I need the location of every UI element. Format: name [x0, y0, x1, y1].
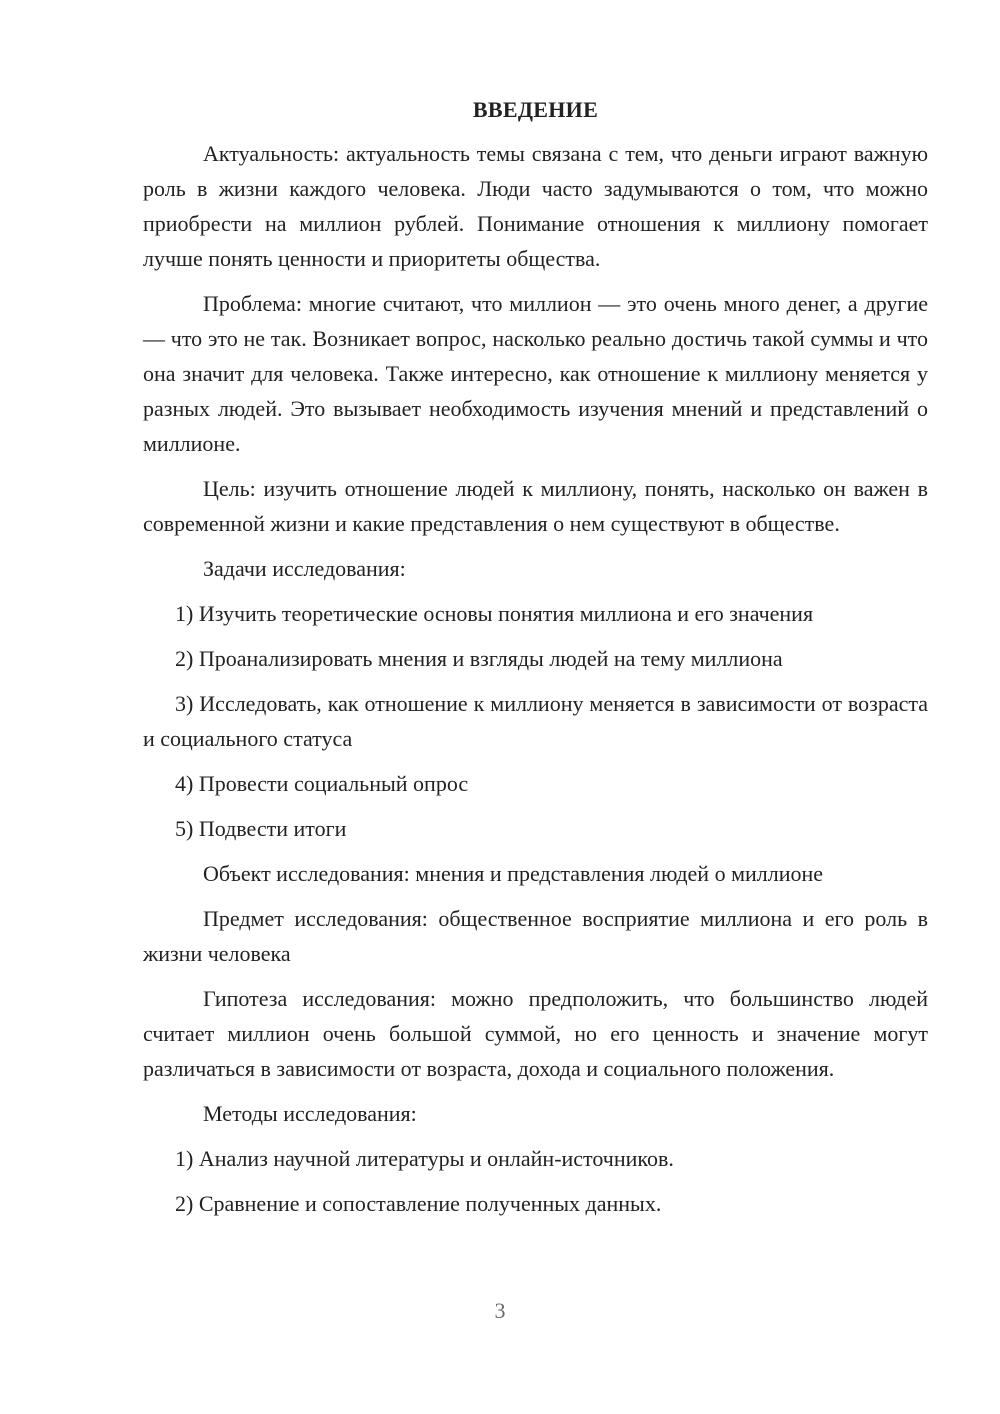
relevance-paragraph: Актуальность: актуальность темы связана с тем, что деньги играют важную роль в жизни каждого человека. Люди часто задумываются о том, что можно приобрести на миллион рублей. Понимание отношения к миллиону помогает лучше понять ценности и приоритеты общества. — [143, 141, 928, 271]
goal-paragraph: Цель: изучить отношение людей к миллиону, понять, насколько он важен в современной жизни и какие представления о нем существуют в обществе. — [143, 476, 928, 536]
methods-heading: Методы исследования: — [203, 1101, 417, 1126]
subject-paragraph: Предмет исследования: общественное восприятие миллиона и его роль в жизни человека — [143, 906, 928, 966]
object-paragraph: Объект исследования: мнения и представления людей о миллионе — [203, 861, 824, 886]
tasks-heading: Задачи исследования: — [203, 556, 406, 581]
hypothesis-paragraph: Гипотеза исследования: можно предположить, что большинство людей считает миллион очень большой суммой, но его ценность и значение могут различаться в зависимости от возраста, дохода и социального положения. — [143, 986, 928, 1081]
task-item: 3) Исследовать, как отношение к миллиону меняется в зависимости от возраста и социального статуса — [143, 691, 928, 751]
task-item: 1) Изучить теоретические основы понятия миллиона и его значения — [175, 601, 814, 626]
section-title: ВВЕДЕНИЕ — [472, 97, 599, 122]
page-number: 3 — [494, 1298, 506, 1323]
method-item: 2) Сравнение и сопоставление полученных данных. — [175, 1191, 662, 1216]
method-item: 1) Анализ научной литературы и онлайн-источников. — [175, 1146, 674, 1171]
task-item: 2) Проанализировать мнения и взгляды людей на тему миллиона — [175, 646, 783, 671]
task-item: 5) Подвести итоги — [175, 816, 347, 841]
problem-paragraph: Проблема: многие считают, что миллион — это очень много денег, а другие — что это не так. Возникает вопрос, насколько реально достичь такой суммы и что она значит для человека. Также интересно, как отношение к миллиону меняется у разных людей. Это вызывает необходимость изучения мнений и представлений о миллионе. — [143, 291, 928, 456]
task-item: 4) Провести социальный опрос — [175, 771, 469, 796]
document-body — [143, 94, 928, 1231]
